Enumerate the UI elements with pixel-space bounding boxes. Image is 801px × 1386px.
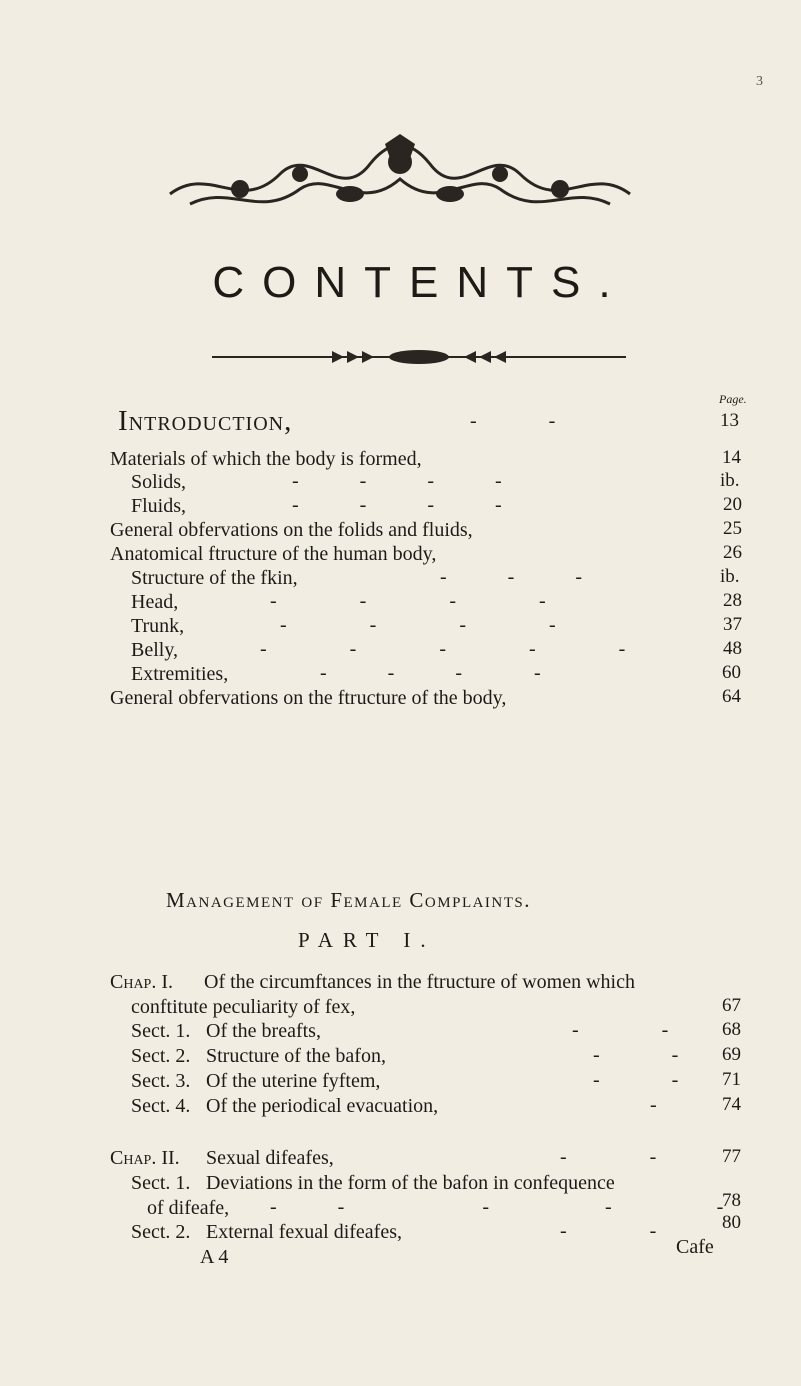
part-heading: PART I. bbox=[298, 928, 436, 952]
section-label: Sect. 4. bbox=[131, 1095, 191, 1117]
leader-dashes: - - - bbox=[440, 566, 588, 588]
chapter-label-text: Chap. I. bbox=[110, 971, 174, 993]
toc-entry-page: 37 bbox=[723, 614, 742, 635]
section-text: Deviations in the form of the bafon in confequence bbox=[206, 1172, 615, 1194]
section-text: Of the breafts, bbox=[206, 1020, 321, 1042]
leader-dashes: - - bbox=[572, 1019, 675, 1041]
page-column-header: Page. bbox=[719, 392, 747, 406]
section-text: of difeafe, bbox=[147, 1197, 230, 1219]
section-label: Sect. 1. bbox=[131, 1020, 191, 1042]
leader-dashes: - - bbox=[560, 1146, 663, 1168]
toc-entry-text: Extremities, bbox=[131, 663, 229, 685]
chapter-label-text: Chap. II. bbox=[110, 1147, 180, 1169]
leader-dashes: - - - - bbox=[270, 590, 552, 612]
toc-entry-page: 26 bbox=[723, 542, 742, 563]
section-text: Of the periodical evacuation, bbox=[206, 1095, 439, 1117]
chapter-title-line: conftitute peculiarity of fex, bbox=[131, 996, 356, 1018]
toc-entry-page: ib. bbox=[720, 566, 740, 587]
toc-entry-page: ib. bbox=[720, 470, 740, 491]
toc-entry-text: Structure of the fkin, bbox=[131, 567, 298, 589]
toc-entry-page: 28 bbox=[723, 590, 742, 611]
toc-entry-text: Anatomical ftructure of the human body, bbox=[110, 543, 437, 565]
chapter-page: 77 bbox=[722, 1146, 741, 1167]
toc-entry-text: General obfervations on the ftructure of the body, bbox=[110, 687, 507, 709]
section-page: 69 bbox=[722, 1044, 741, 1065]
chapter-label bbox=[110, 970, 173, 994]
toc-entry-page: 48 bbox=[723, 638, 742, 659]
chapter-title-line: Sexual difeafes, bbox=[206, 1147, 334, 1169]
leader-dashes: - - bbox=[560, 1220, 663, 1242]
toc-entry-text: Trunk, bbox=[131, 615, 185, 637]
section-label: Sect. 1. bbox=[131, 1172, 191, 1194]
chapter-page: 67 bbox=[722, 995, 741, 1016]
leader-dashes: - - - - bbox=[292, 470, 508, 492]
leader-dashes: - - bbox=[593, 1069, 685, 1091]
section-page: 68 bbox=[722, 1019, 741, 1040]
page-title: CONTENTS. bbox=[212, 258, 629, 307]
leader-dashes: - bbox=[650, 1094, 663, 1116]
toc-entry-page: 60 bbox=[722, 662, 741, 683]
toc-entry-page: 25 bbox=[723, 518, 742, 539]
section-heading: Management of Female Complaints. bbox=[166, 888, 532, 912]
chapter-label bbox=[110, 1146, 180, 1170]
toc-entry-text: Materials of which the body is formed, bbox=[110, 448, 422, 470]
chapter-title-line: Of the circumftances in the ftructure of women which bbox=[204, 971, 635, 993]
section-label: Sect. 2. bbox=[131, 1045, 191, 1067]
toc-entry-page: 14 bbox=[722, 447, 741, 468]
toc-entry-text: Head, bbox=[131, 591, 179, 613]
leader-dashes: - - - - bbox=[320, 662, 547, 684]
toc-entry-text: Belly, bbox=[131, 639, 179, 661]
toc-entry-text: Solids, bbox=[131, 471, 187, 493]
corner-mark: 3 bbox=[756, 74, 763, 89]
leader-dashes: - - - - bbox=[292, 494, 508, 516]
section-text: Of the uterine fyftem, bbox=[206, 1070, 381, 1092]
toc-entry-page: 64 bbox=[722, 686, 741, 707]
section-label: Sect. 2. bbox=[131, 1221, 191, 1243]
catchword: Cafe bbox=[676, 1236, 714, 1258]
toc-entry-text: General obfervations on the folids and fluids, bbox=[110, 519, 473, 541]
section-page: 74 bbox=[722, 1094, 741, 1115]
leader-dashes: - - - - - bbox=[260, 638, 632, 660]
leader-dashes: - - bbox=[593, 1044, 685, 1066]
introduction-page: 13 bbox=[720, 410, 739, 431]
section-page: 80 bbox=[722, 1212, 741, 1233]
ornament-headpiece bbox=[150, 134, 650, 224]
section-label: Sect. 3. bbox=[131, 1070, 191, 1092]
leader-dashes: - - - - - bbox=[270, 1196, 730, 1218]
decorative-rule bbox=[212, 345, 626, 369]
toc-entry-page: 20 bbox=[723, 494, 742, 515]
leader-dashes: - - bbox=[470, 410, 562, 432]
section-text: External fexual difeafes, bbox=[206, 1221, 403, 1243]
section-text: Structure of the bafon, bbox=[206, 1045, 386, 1067]
section-page: 78 bbox=[722, 1190, 741, 1211]
toc-entry-text: Fluids, bbox=[131, 495, 187, 517]
section-page: 71 bbox=[722, 1069, 741, 1090]
leader-dashes: - - - - bbox=[280, 614, 562, 636]
introduction-heading: Introduction, bbox=[118, 405, 293, 437]
signature-mark: A 4 bbox=[200, 1246, 229, 1268]
